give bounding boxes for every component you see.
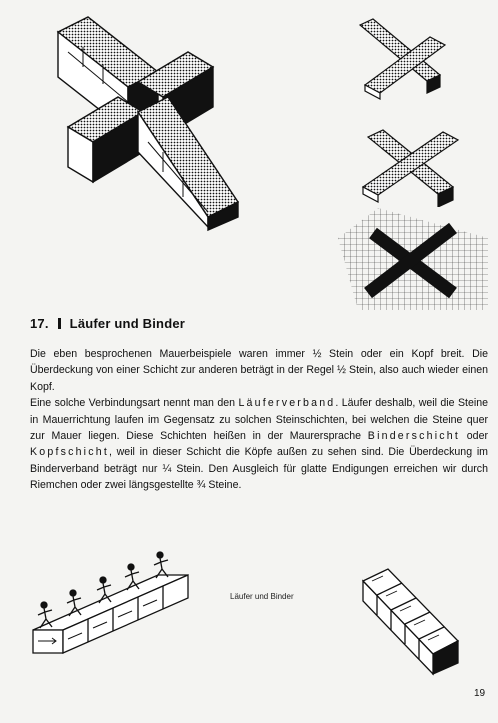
running-figures-illustration (28, 535, 198, 655)
small-cross-top-illustration (355, 15, 455, 100)
term-kopfschicht: Kopfschicht (30, 446, 109, 459)
section-number: 17. (30, 316, 49, 331)
section-heading (30, 316, 185, 331)
paragraph-2 (30, 395, 488, 493)
term-binderschicht: Binderschicht (367, 430, 460, 443)
binder-bricks-illustration (358, 566, 463, 676)
p2-part-a: Eine solche Verbindungsart nennt man den (30, 397, 239, 410)
p2-part-c: oder (460, 430, 488, 443)
section-title: Läufer und Binder (69, 316, 186, 331)
body-text (30, 346, 488, 494)
grid-cross-illustration (338, 208, 488, 310)
heading-bar (58, 318, 61, 329)
figure-caption: Läufer und Binder (230, 592, 294, 601)
p2-part-b: . Läufer deshalb, weil die Steine in Mauerrichtung laufen im Gegensatz zu solchen Steinschichten, bei welchen die Steine quer zur Mauer liegen. Diese Schichten heißen in der Maurersprache (30, 397, 488, 443)
p2-part-d: , weil in dieser Schicht die Köpfe außen zu sehen sind. Die Überdeckung im Binderverband beträgt nur ¼ Stein. Den Ausgleich für glatte Endigungen erreichen wir durch Riemchen oder zwei längsgestellte ¾ Steine. (30, 446, 488, 492)
term-laeuferverband: Läuferverband (238, 397, 336, 410)
small-cross-middle-illustration (358, 122, 468, 207)
paragraph-1: Die eben besprochenen Mauerbeispiele waren immer ½ Stein oder ein Kopf breit. Die Überdeckung von einer Schicht zur anderen beträgt in der Regel ½ Stein, also auch wieder einen Kopf. (30, 348, 488, 393)
brick-cross-illustration (38, 12, 248, 232)
page-number: 19 (474, 688, 486, 699)
